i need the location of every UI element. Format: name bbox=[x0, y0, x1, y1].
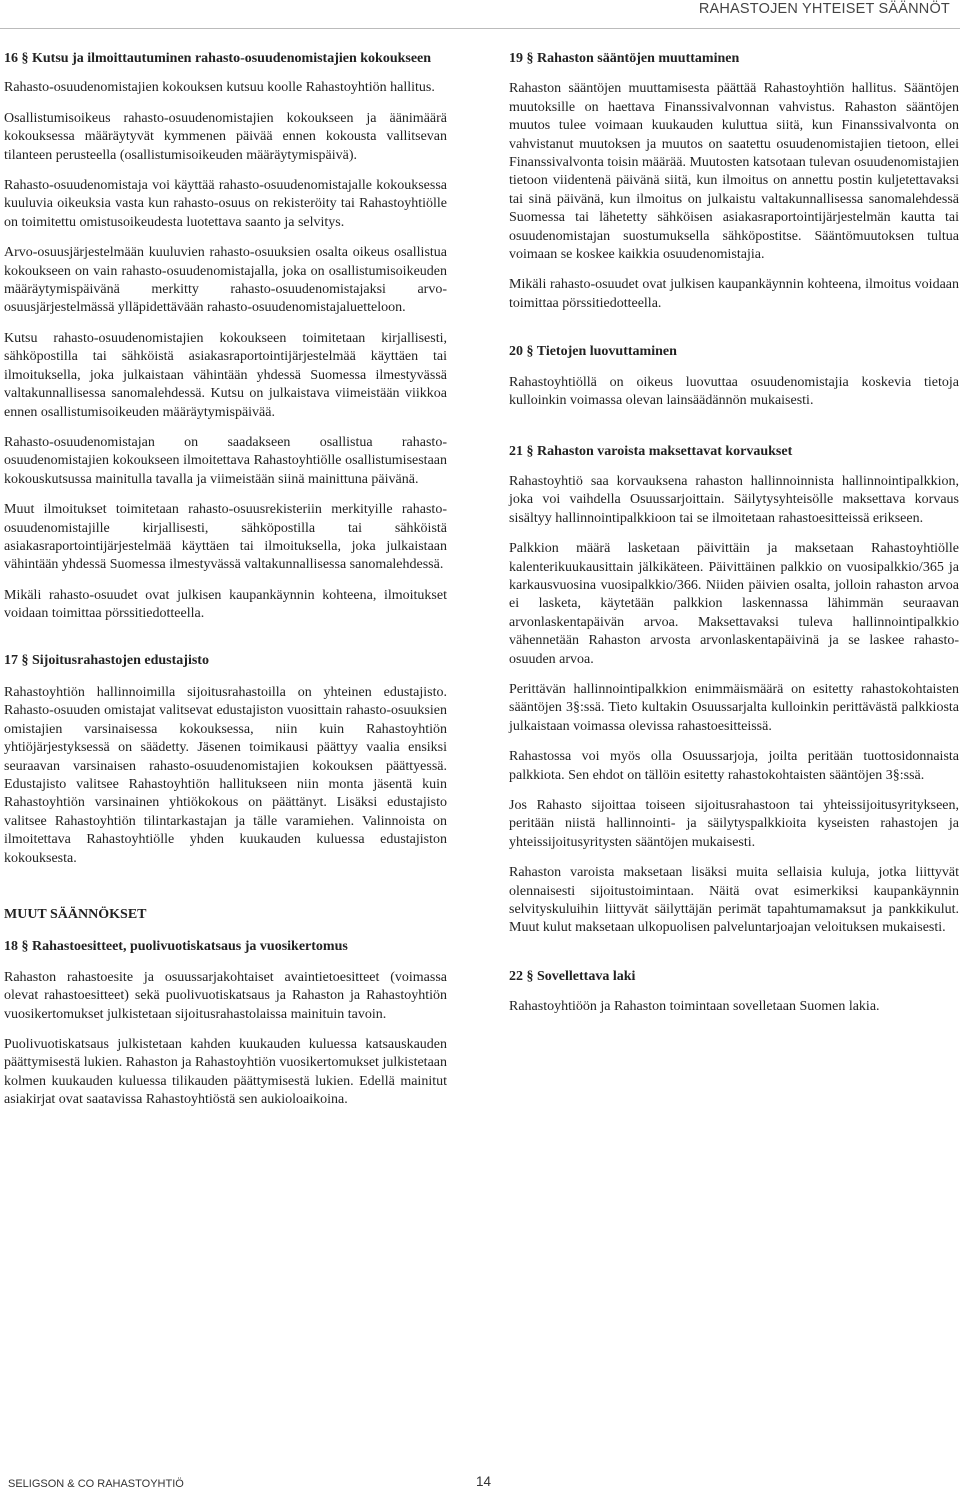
footer-company: SELIGSON & CO RAHASTOYHTIÖ bbox=[8, 1478, 184, 1490]
right-column bbox=[509, 50, 959, 1017]
section-20 bbox=[509, 343, 959, 410]
section-21-paragraph-4: Rahastossa voi myös olla Osuussarjoja, joilta peritään tuottosidonnaista palkkiota. Sen ehdot on tällöin esitetty rahastokohtaisten sääntöjen 3§:ssä. bbox=[509, 749, 959, 783]
section-20-paragraph-1: Rahastoyhtiöllä on oikeus luovuttaa osuudenomistajia koskevia tietoja kulloinkin voimassa olevan lainsäädännön mukaisesti. bbox=[509, 374, 959, 409]
section-16-paragraph-1: Rahasto-osuudenomistajien kokouksen kutsuu koolle Rahastoyhtiön hallitus. bbox=[4, 80, 435, 96]
section-16-paragraph-6: Rahasto-osuudenomistajan on saadakseen osallistua rahasto-osuudenomistajien kokoukseen ilmoitettava Rahastoyhtiölle osallistumisestaan kokouskutsussa mainitulla tavalla ja viimeistään siinä mainittuna päivänä. bbox=[4, 434, 447, 487]
section-21-paragraph-6: Rahaston varoista maksetaan lisäksi muita sellaisia kuluja, jotka liittyvät olennaisesti sijoitustoimintaan. Näitä ovat esimerkiksi kaupankäynnin selvityskuluihin liittyvät säilyttäjän perimät tapahtumamaksut ja pankkikulut. Muut kulut maksetaan ulkopuolisen palveluntarjoajan veloituksen mukaisesti. bbox=[509, 865, 959, 936]
section-21 bbox=[509, 443, 959, 938]
section-18-paragraph-1: Rahaston rahastoesite ja osuussarjakohtaiset avaintietoesitteet (voimassa olevat rahastoesitteet) sekä puolivuotiskatsaus ja Rahaston ja Rahastoyhtiön vuosikertomukset julkistetaan sijoitusrahastolaissa mainituin tavoin. bbox=[4, 969, 447, 1022]
section-16-paragraph-3: Rahasto-osuudenomistaja voi käyttää rahasto-osuudenomistajalle kokouksessa kuuluvia oikeuksia vasta kun rahasto-osuus on rekisteröity tai Rahastoyhtiölle on toimitettu omistusoikeudesta luotettava saanto ja selvitys. bbox=[4, 178, 447, 230]
section-21-paragraph-2: Palkkion määrä lasketaan päivittäin ja maksetaan Rahastoyhtiölle kalenterikuukausittain jälkikäteen. Päivittäinen palkkio on vuosipalkkio/365 ja karkausvuosina vuosipalkkio/366. Niiden päivien osalta, jolloin rahaston arvoa ei lasketa, käytetään palkkion laskennassa lähimmän seuraavan arvonlaskentapäivän arvoa. Maksettavaksi tuleva hallinnointipalkkio vähennetään Rahaston arvosta arvonlaskentapäivinä ja se laskee rahasto-osuuden arvoa. bbox=[509, 541, 959, 667]
section-22-heading: 22 § Sovellettava laki bbox=[509, 968, 636, 984]
section-17 bbox=[4, 652, 447, 868]
section-18-paragraph-2: Puolivuotiskatsaus julkistetaan kahden kuukauden kuluessa katsauskauden päättymisestä lukien. Rahaston ja Rahastoyhtiön vuosikertomukset julkistetaan kolmen kuukauden kuluessa tilikauden päättymisestä lukien. Edellä mainitut asiakirjat ovat saatavissa Rahastoyhtiöstä sen aukioloaikoina. bbox=[4, 1037, 447, 1108]
section-16-paragraph-5: Kutsu rahasto-osuudenomistajien kokoukseen toimitetaan kirjallisesti, sähköpostilla tai sähköistä asiakasraportointijärjestelmää käyttäen tai ilmoituksella, joka julkaistaan vähintään yhdessä Suomessa ilmestyvässä valtakunnallisessa sanomalehdessä. Kutsu on julkaistava viimeistään viikkoa ennen osallistumisoikeuden määräytymispäivää. bbox=[4, 330, 447, 420]
section-17-heading: 17 § Sijoitusrahastojen edustajisto bbox=[4, 652, 209, 668]
page-number: 14 bbox=[476, 1474, 492, 1489]
section-18-heading: 18 § Rahastoesitteet, puolivuotiskatsaus ja vuosikertomus bbox=[4, 939, 348, 955]
section-16-heading: 16 § Kutsu ja ilmoittautuminen rahasto-osuudenomistajien kokoukseen bbox=[4, 51, 432, 66]
section-20-heading: 20 § Tietojen luovuttaminen bbox=[509, 344, 677, 360]
section-19 bbox=[509, 50, 959, 313]
section-19-paragraph-1: Rahaston sääntöjen muuttamisesta päättää Rahastoyhtiön hallitus. Sääntöjen muutoksille on haettava Finanssivalvonnan vahvistus. Rahaston sääntöjen muutos tulee voimaan kuukauden kuluttua siitä, kun Finanssivalvonta on vahvistanut muutoksen ja muutos on saatettu osuudenomistajien tietoon, ellei Finanssivalvonta toisin määrää. Muutosten katsotaan tulevan osuudenomistajien tietoon viidentenä päivänä siitä, kun ilmoitus on annettu postin kuljetettavaksi tai sinä päivänä, kun ilmoitus on julkaistu valtakunnallisessa sanomalehdessä Suomessa tai lähetetty sähköisen asiakasraportointijärjestelmän kautta tai osuudenomistajan suostumuksella sähköpostitse. Sääntömuutoksen tultua voimaan se koskee kaikkia osuudenomistajia. bbox=[509, 81, 959, 263]
section-22 bbox=[509, 968, 959, 1017]
section-16-paragraph-4: Arvo-osuusjärjestelmään kuuluvien rahasto-osuuksien osalta oikeus osallistua kokoukseen on vain rahasto-osuudenomistajalla, joka on osallistumisoikeuden määräytymispäivänä merkitty rahasto-osuudenomistajaksi arvo-osuusjärjestelmässä ylläpidettävään rahasto-osuudenomistajaluetteloon. bbox=[4, 245, 447, 316]
section-16-paragraph-8: Mikäli rahasto-osuudet ovat julkisen kaupankäynnin kohteena, ilmoitukset voidaan toimittaa pörssitiedotteella. bbox=[4, 587, 447, 622]
page-header bbox=[0, 0, 960, 29]
section-19-heading: 19 § Rahaston sääntöjen muuttaminen bbox=[509, 51, 740, 66]
section-16-paragraph-7: Muut ilmoitukset toimitetaan rahasto-osuusrekisteriin merkityille rahasto-osuudenomistajille kirjallisesti, sähköpostilla tai sähköistä asiakasraportointijärjestelmää käyttäen tai ilmoituksella, joka julkaistaan vähintään yhdessä Suomessa ilmestyvässä valtakunnallisessa sanomalehdessä. bbox=[4, 502, 447, 573]
section-17-paragraph-1: Rahastoyhtiön hallinnoimilla sijoitusrahastoilla on yhteinen edustajisto. Rahasto-osuuden omistajat valitsevat edustajiston vuosittain rahasto-osuuksien omistajien varsinaisessa kokouksessa, niin kuin Rahastoyhtiön yhtiöjärjestyksessä on säädetty. Jäsenen toimikausi päättyy vaalia ensiksi seuraavan varsinaisen rahasto-osuudenomistajien kokouksen päättyessä. Edustajisto valitsee Rahastoyhtiön hallitukseen niin monta jäsentä kuin Rahastoyhtiön varsinainen yhtiökokous on päättänyt. Lisäksi edustajisto valitsee Rahastoyhtiön tilintarkastajan ja tälle varamiehen. Valinnoista on ilmoitettava Rahastoyhtiölle yhden kuukauden kuluessa edustajiston kokouksesta. bbox=[4, 684, 447, 866]
section-21-heading: 21 § Rahaston varoista maksettavat korvaukset bbox=[509, 443, 793, 459]
section-16-paragraph-2: Osallistumisoikeus rahasto-osuudenomistajien kokoukseen ja äänimäärä kokouksessa määräytyvät kymmenen päivää ennen kokousta vallitsevan tilanteen perusteella (osallistumisoikeuden määräytymispäivä). bbox=[4, 110, 447, 163]
left-column bbox=[4, 50, 447, 1110]
document-title: RAHASTOJEN YHTEISET SÄÄNNÖT bbox=[698, 1, 950, 17]
section-21-paragraph-1: Rahastoyhtiö saa korvauksena rahaston hallinnoinnista hallinnointipalkkion, joka voi vaihdella Osuussarjoittain. Säilytysyhteisölle maksettava korvaus sisältyy hallinnointipalkkioon tai se ilmoitetaan rahastoesitteissä erikseen. bbox=[509, 473, 959, 526]
section-16 bbox=[4, 50, 447, 624]
section-19-paragraph-2: Mikäli rahasto-osuudet ovat julkisen kaupankäynnin kohteena, ilmoitus voidaan toimittaa pörssitiedotteella. bbox=[509, 277, 959, 311]
section-21-paragraph-5: Jos Rahasto sijoittaa toiseen sijoitusrahastoon tai yhteissijoitusyritykseen, peritään niistä hallinnointi- ja säilytyspalkkioita kyseisten rahastojen ja yhteissijoitusyritysten sääntöjen mukaisesti. bbox=[509, 798, 959, 850]
other-provisions bbox=[4, 906, 447, 924]
other-provisions-heading: MUUT SÄÄNNÖKSET bbox=[4, 907, 147, 923]
section-22-paragraph-1: Rahastoyhtiöön ja Rahaston toimintaan sovelletaan Suomen lakia. bbox=[509, 999, 880, 1015]
section-18 bbox=[4, 938, 447, 1109]
section-21-paragraph-3: Perittävän hallinnointipalkkion enimmäismäärä on esitetty rahastokohtaisten sääntöjen 3§:ssä. Tieto kultakin Osuussarjalta kulloinkin perittävästä palkkiosta julkaistaan voimassa olevissa rahastoesitteissä. bbox=[509, 681, 959, 734]
